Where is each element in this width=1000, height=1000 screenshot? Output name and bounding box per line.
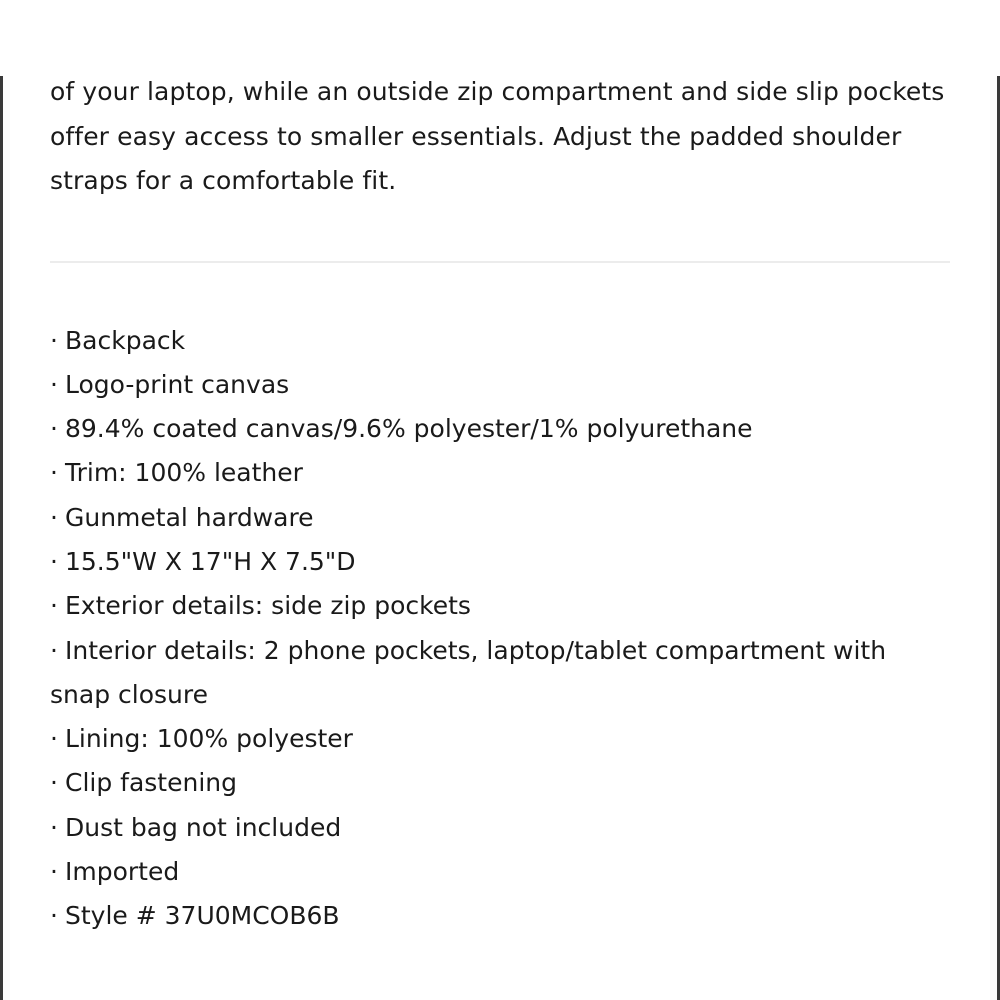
detail-item	[50, 496, 950, 540]
bullet-icon: ·	[50, 724, 58, 754]
detail-item	[50, 717, 950, 761]
bullet-icon: ·	[50, 857, 58, 887]
detail-text: Clip fastening	[65, 768, 237, 798]
detail-text: Gunmetal hardware	[65, 502, 314, 532]
detail-text: 89.4% coated canvas/9.6% polyester/1% polyurethane	[65, 414, 753, 444]
bullet-icon: ·	[50, 591, 58, 621]
bullet-icon: ·	[50, 369, 58, 399]
detail-item	[50, 761, 950, 805]
bullet-icon: ·	[50, 768, 58, 798]
detail-item	[50, 540, 950, 584]
bullet-icon: ·	[50, 901, 58, 931]
detail-text: Style # 37U0MCOB6B	[65, 901, 340, 931]
product-content	[50, 70, 950, 939]
panel-left-border	[0, 76, 3, 1000]
detail-item	[50, 850, 950, 894]
detail-text: Imported	[65, 857, 180, 887]
product-details-list	[50, 319, 950, 939]
detail-text: Exterior details: side zip pockets	[65, 591, 471, 621]
bullet-icon: ·	[50, 325, 58, 355]
bullet-icon: ·	[50, 414, 58, 444]
detail-item	[50, 363, 950, 407]
detail-item	[50, 894, 950, 938]
detail-item	[50, 319, 950, 363]
detail-text: Dust bag not included	[65, 812, 342, 842]
detail-item	[50, 407, 950, 451]
detail-text: Trim: 100% leather	[65, 458, 303, 488]
section-divider	[50, 261, 950, 263]
detail-text: Interior details: 2 phone pockets, laptop/tablet compartment with snap closure	[50, 635, 887, 709]
detail-text: Lining: 100% polyester	[65, 724, 353, 754]
bullet-icon: ·	[50, 635, 58, 665]
detail-text: 15.5"W X 17"H X 7.5"D	[65, 546, 356, 576]
detail-item	[50, 806, 950, 850]
bullet-icon: ·	[50, 546, 58, 576]
detail-item	[50, 584, 950, 628]
product-description: of your laptop, while an outside zip compartment and side slip pockets offer easy access to smaller essentials. Adjust the padded shoulder straps for a comfortable fit.	[50, 77, 945, 195]
detail-item	[50, 451, 950, 495]
detail-text: Backpack	[65, 325, 186, 355]
bullet-icon: ·	[50, 502, 58, 532]
detail-text: Logo-print canvas	[65, 369, 290, 399]
bullet-icon: ·	[50, 812, 58, 842]
bullet-icon: ·	[50, 458, 58, 488]
detail-item	[50, 629, 950, 718]
